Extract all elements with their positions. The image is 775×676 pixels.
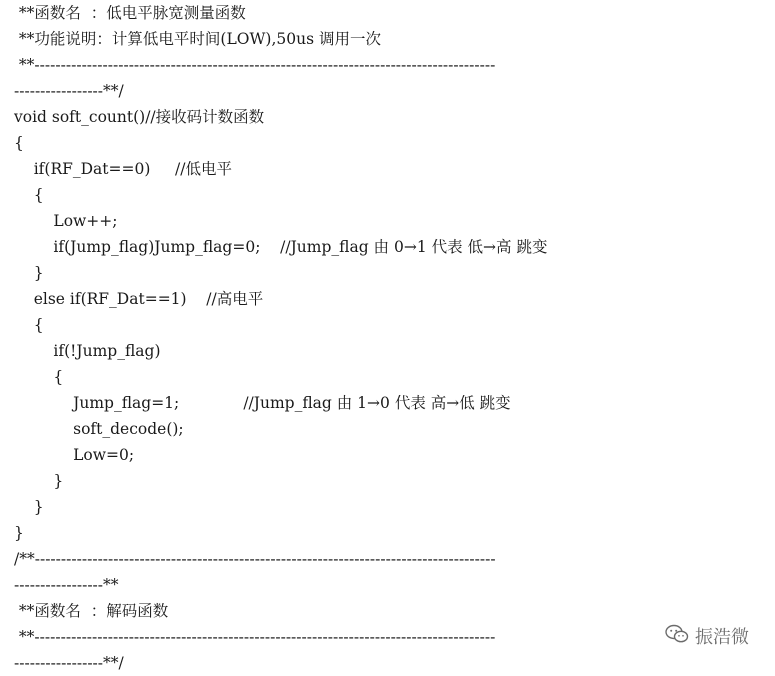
code-line-10: if(Jump_flag)Jump_flag=0; //Jump_flag 由 0→1 代表 低→高 跳变 xyxy=(14,238,548,256)
code-line-12: else if(RF_Dat==1) //高电平 xyxy=(14,290,264,308)
code-line-11: } xyxy=(14,264,44,282)
code-line-4: -----------------**/ xyxy=(14,82,124,100)
code-line-2: **功能说明：计算低电平时间(LOW),50us 调用一次 xyxy=(14,30,381,48)
code-line-6: { xyxy=(14,134,24,152)
code-line-8: { xyxy=(14,186,44,204)
code-line-5: void soft_count()//接收码计数函数 xyxy=(14,108,265,126)
code-line-18: Low=0; xyxy=(14,446,135,464)
code-listing xyxy=(14,0,769,676)
wechat-watermark xyxy=(661,621,751,651)
code-line-22: /**---------------------------------------------------------------------------------------- xyxy=(14,550,496,568)
code-line-25: **---------------------------------------------------------------------------------------- xyxy=(14,628,496,646)
code-line-23: -----------------** xyxy=(14,576,119,594)
code-line-26: -----------------**/ xyxy=(14,654,124,672)
code-line-14: if(!Jump_flag) xyxy=(14,342,161,360)
code-line-3: **---------------------------------------------------------------------------------------- xyxy=(14,56,496,74)
code-line-17: soft_decode(); xyxy=(14,420,184,438)
code-line-21: } xyxy=(14,524,24,542)
code-line-13: { xyxy=(14,316,44,334)
code-line-7: if(RF_Dat==0) //低电平 xyxy=(14,160,232,178)
wechat-icon xyxy=(665,624,689,649)
code-line-24: **函数名 ：解码函数 xyxy=(14,602,169,620)
code-line-20: } xyxy=(14,498,44,516)
code-line-9: Low++; xyxy=(14,212,118,230)
code-line-19: } xyxy=(14,472,64,490)
code-line-15: { xyxy=(14,368,64,386)
code-line-16: Jump_flag=1; //Jump_flag 由 1→0 代表 高→低 跳变 xyxy=(14,394,511,412)
watermark-text: 振浩微 xyxy=(695,627,749,648)
code-line-1: **函数名 ：低电平脉宽测量函数 xyxy=(14,4,246,22)
